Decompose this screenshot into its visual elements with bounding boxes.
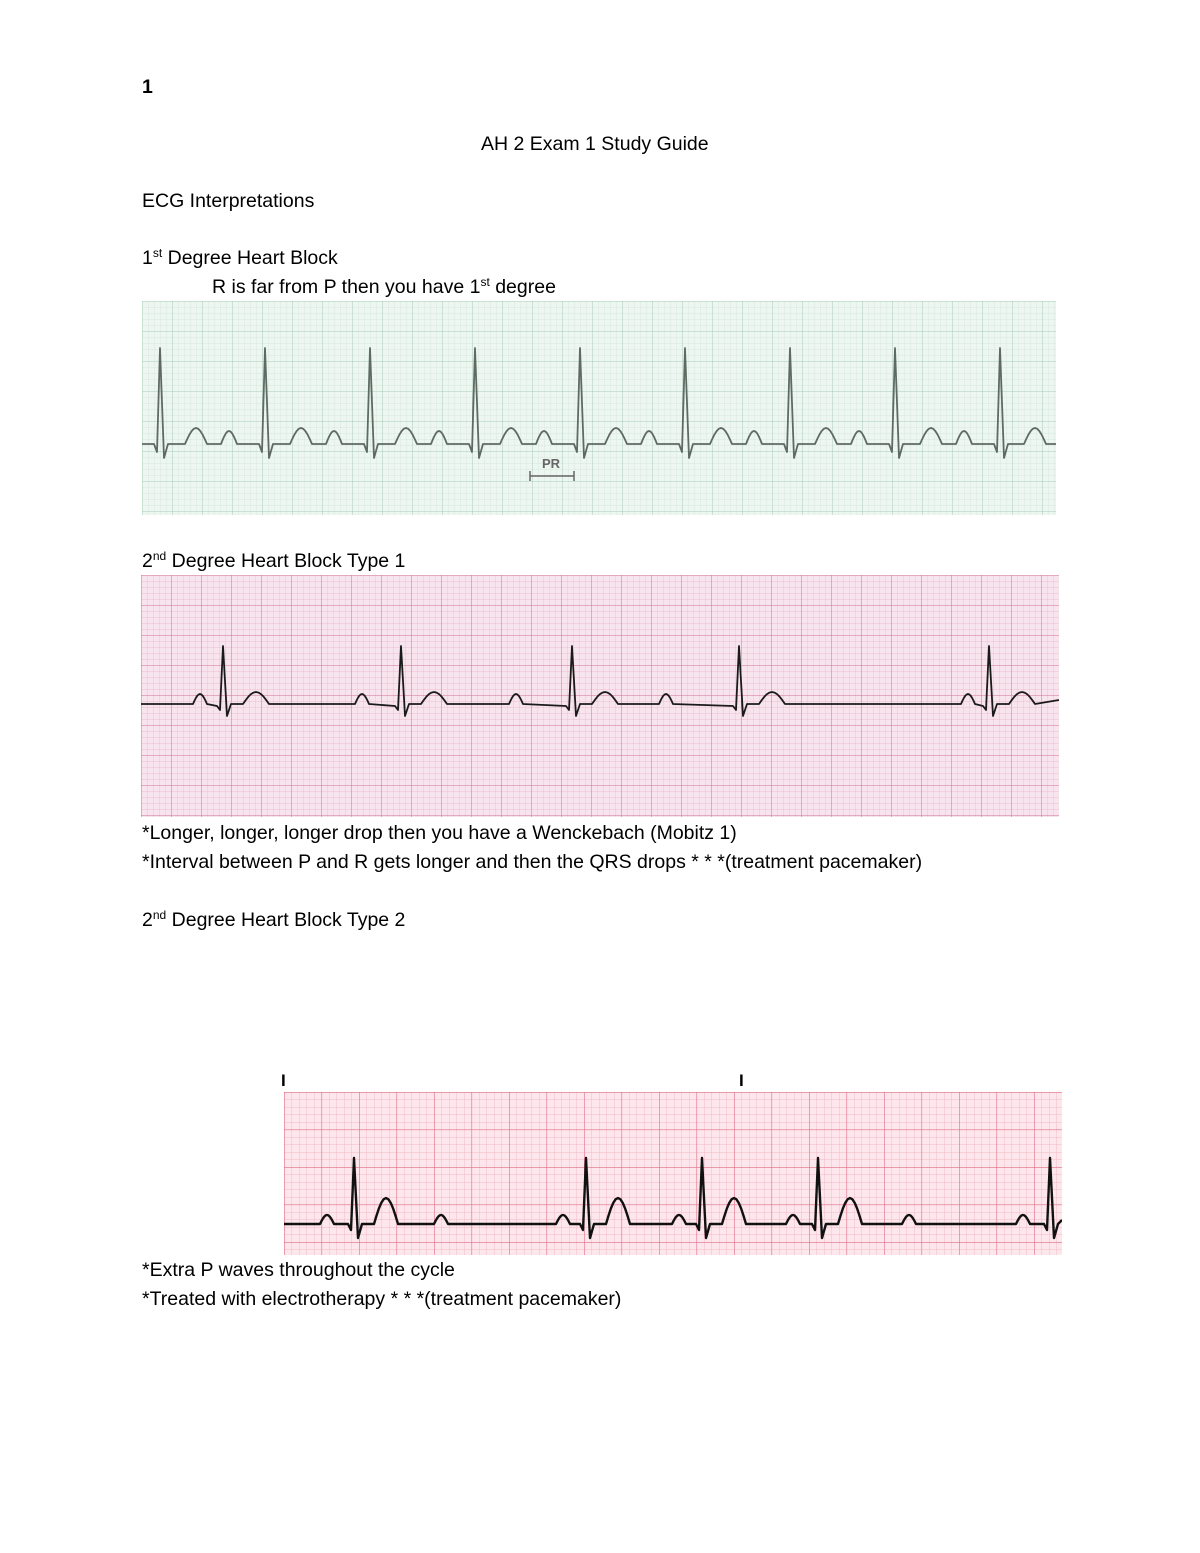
strip-marker-right: I <box>739 1071 744 1090</box>
pr-label: PR <box>542 456 561 471</box>
ecg-strip-first-degree <box>142 301 1056 515</box>
type2-note-1: *Extra P waves throughout the cycle <box>142 1259 455 1281</box>
type1-heading-sup: nd <box>152 549 167 563</box>
type2-heading-text: Degree Heart Block Type 2 <box>166 909 406 931</box>
type1-note-2: *Interval between P and R gets longer and then the QRS drops * * *(treatment pacemaker) <box>142 851 923 873</box>
type1-note-1: *Longer, longer, longer drop then you have a Wenckebach (Mobitz 1) <box>142 822 737 844</box>
section-heading: ECG Interpretations <box>142 190 315 212</box>
first-degree-note <box>212 275 556 298</box>
grid-major <box>141 575 1059 817</box>
type1-heading-num: 2 <box>142 550 153 572</box>
first-degree-heading-num: 1 <box>142 247 153 269</box>
type1-heading-text: Degree Heart Block Type 1 <box>166 550 406 572</box>
type2-heading-sup: nd <box>152 908 167 922</box>
type2-heading-num: 2 <box>142 909 153 931</box>
first-degree-note-sup: st <box>480 275 490 289</box>
first-degree-heading-sup: st <box>152 246 163 260</box>
ecg-strip-type2 <box>284 1092 1062 1255</box>
type2-heading <box>142 908 406 931</box>
page-title: AH 2 Exam 1 Study Guide <box>481 133 709 155</box>
first-degree-note-tail: degree <box>489 276 556 298</box>
grid-major <box>142 301 1056 515</box>
type1-heading <box>142 549 406 572</box>
strip-marker-left: I <box>281 1071 286 1090</box>
page-number: 1 <box>142 76 153 98</box>
first-degree-note-text: R is far from P then you have 1 <box>212 276 481 298</box>
type2-note-2: *Treated with electrotherapy * * *(treatment pacemaker) <box>142 1288 622 1310</box>
first-degree-heading-text: Degree Heart Block <box>162 247 338 269</box>
first-degree-heading <box>142 246 338 269</box>
grid-major <box>284 1092 1062 1255</box>
ecg-strip-type1 <box>141 575 1059 817</box>
